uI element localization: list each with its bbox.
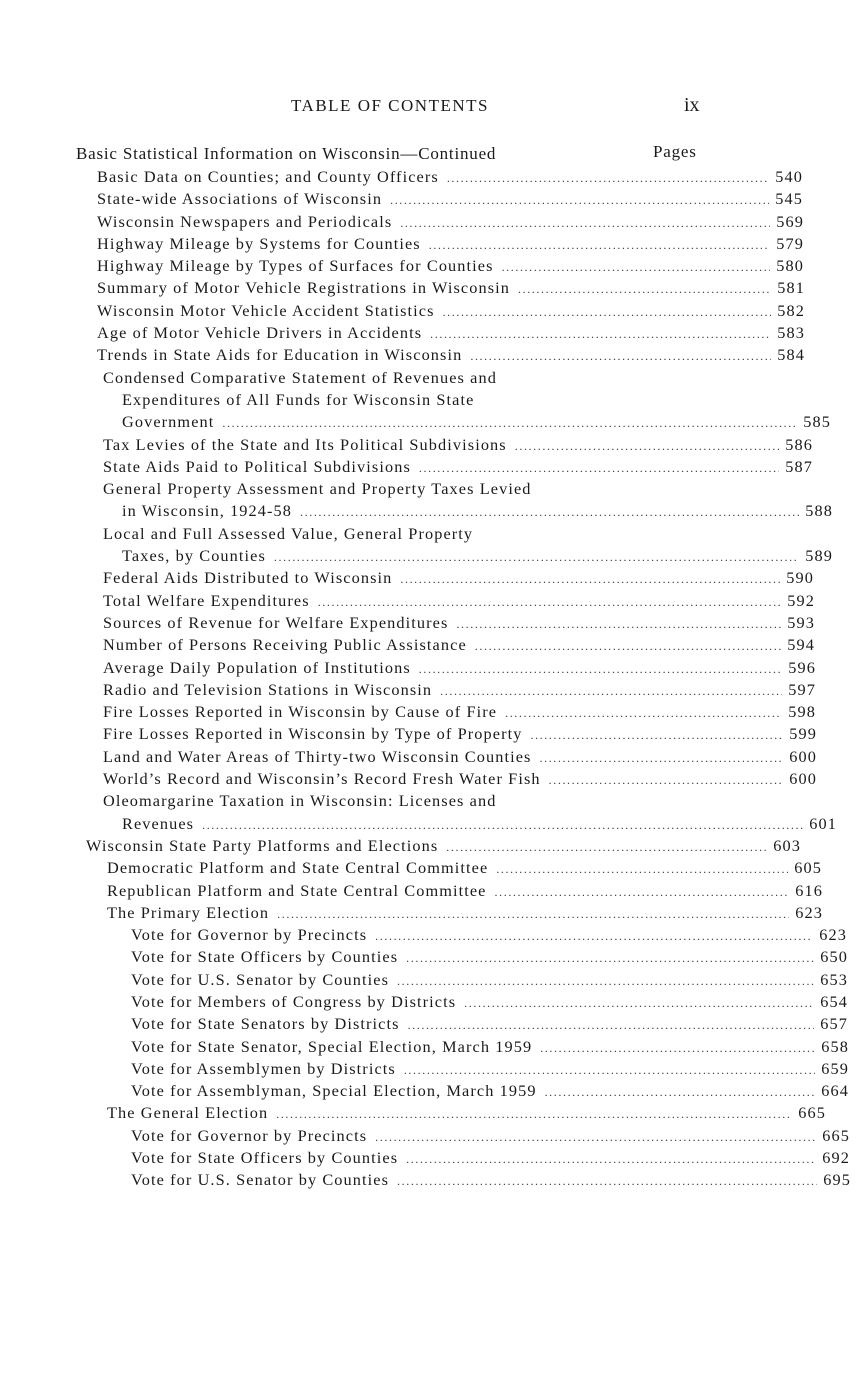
toc-entry-page: 545	[775, 189, 803, 209]
dot-leader	[549, 769, 784, 791]
pages-column-label: Pages	[653, 142, 697, 161]
toc-entry	[0, 657, 816, 679]
toc-entry-page: 658	[821, 1036, 849, 1056]
toc-entry-title: State Aids Paid to Political Subdivisions	[103, 456, 411, 476]
toc-entry	[0, 367, 812, 389]
toc-entry-title: Republican Platform and State Central Committee	[107, 880, 487, 900]
dot-leader	[430, 323, 771, 345]
toc-entry-title: Vote for State Officers by Counties	[131, 947, 399, 967]
toc-entry	[0, 590, 815, 612]
toc-entry	[0, 857, 822, 879]
toc-entry-page: 579	[776, 233, 804, 253]
toc-entry	[0, 768, 817, 790]
toc-entry	[0, 1036, 849, 1058]
toc-entry-title: Local and Full Assessed Value, General Property	[103, 523, 474, 543]
toc-entry	[0, 211, 804, 233]
toc-entry-title: Number of Persons Receiving Public Assistance	[103, 635, 467, 655]
toc-entry	[0, 344, 805, 366]
toc-entry-title: Revenues	[122, 813, 195, 833]
toc-entry	[0, 946, 848, 968]
dot-leader	[300, 501, 799, 523]
toc-entry-page: 623	[819, 925, 847, 945]
toc-entry	[0, 233, 804, 255]
toc-entry	[0, 1125, 850, 1147]
toc-entry-page: 650	[820, 947, 848, 967]
dot-leader	[539, 747, 783, 769]
toc-entry-title: Vote for Assemblymen by Districts	[131, 1058, 396, 1078]
toc-entry-title: Condensed Comparative Statement of Revenues and	[103, 367, 497, 387]
dot-leader	[400, 568, 780, 590]
toc-entry-title: Vote for Assemblyman, Special Election, March 1959	[131, 1081, 537, 1101]
toc-entry-page: 664	[821, 1081, 849, 1101]
toc-entry	[0, 322, 805, 344]
toc-entry-title: Vote for Governor by Precincts	[131, 925, 368, 945]
dot-leader	[419, 658, 782, 680]
toc-entry-page: 665	[822, 1125, 850, 1145]
dot-leader	[406, 947, 814, 969]
toc-entry	[0, 300, 805, 322]
toc-entry-page: 581	[777, 278, 805, 298]
toc-entry-title: Total Welfare Expenditures	[103, 590, 310, 610]
dot-leader	[530, 724, 783, 746]
dot-leader	[447, 167, 769, 189]
toc-entry-title: Fire Losses Reported in Wisconsin by Cause of Fire	[103, 702, 498, 722]
dot-leader	[446, 836, 767, 858]
toc-entry-title: Vote for State Officers by Counties	[131, 1148, 399, 1168]
dot-leader	[419, 457, 779, 479]
toc-entry-title: Vote for Governor by Precincts	[131, 1125, 368, 1145]
toc-entry	[0, 166, 803, 188]
dot-leader	[505, 702, 782, 724]
toc-entry	[0, 701, 816, 723]
toc-entry	[0, 969, 848, 991]
dot-leader	[318, 591, 782, 613]
toc-entry-page: 600	[789, 769, 817, 789]
toc-entry-title: Trends in State Aids for Education in Wisconsin	[97, 345, 463, 365]
toc-entry-page: 654	[820, 991, 848, 1011]
toc-entry	[0, 1013, 848, 1035]
dot-leader	[440, 680, 782, 702]
page-header-title: TABLE OF CONTENTS	[291, 96, 489, 115]
toc-entry-page: 623	[795, 902, 823, 922]
toc-entry-title: World’s Record and Wisconsin’s Record Fresh Water Fish	[103, 769, 541, 789]
toc-entry-title: Age of Motor Vehicle Drivers in Accidents	[97, 323, 423, 343]
toc-entry-page: 586	[785, 434, 813, 454]
toc-entry-title: Average Daily Population of Institutions	[103, 657, 411, 677]
toc-entry-title: Expenditures of All Funds for Wisconsin State	[122, 389, 475, 409]
toc-entry-title: Vote for State Senators by Districts	[131, 1014, 400, 1034]
dot-leader	[518, 278, 771, 300]
toc-entry	[0, 389, 831, 411]
toc-entry-title: Fire Losses Reported in Wisconsin by Type of Property	[103, 724, 523, 744]
section-heading: Basic Statistical Information on Wisconsin—Continued	[76, 144, 497, 163]
toc-entry-page: 585	[803, 412, 831, 432]
toc-entry	[0, 835, 801, 857]
toc-entry-page: 594	[787, 635, 815, 655]
toc-entry-title: Government	[122, 412, 215, 432]
dot-leader	[495, 881, 790, 903]
dot-leader	[429, 234, 771, 256]
toc-entry-title: Basic Data on Counties; and County Officers	[97, 167, 439, 186]
toc-entry	[0, 545, 833, 567]
toc-entry-page: 596	[788, 657, 816, 677]
toc-entry-page: 653	[820, 969, 848, 989]
toc-entry	[0, 902, 823, 924]
toc-entry-title: Taxes, by Counties	[122, 546, 266, 566]
toc-entry-page: 593	[787, 612, 815, 632]
toc-entry-page: 587	[785, 456, 813, 476]
toc-entry-page: 583	[777, 323, 805, 343]
dot-leader	[397, 970, 814, 992]
dot-leader	[202, 814, 803, 836]
toc-entry-page: 600	[789, 746, 817, 766]
toc-entry-page: 603	[773, 835, 801, 855]
dot-leader	[456, 613, 781, 635]
toc-entry-title: Oleomargarine Taxation in Wisconsin: Licenses and	[103, 791, 497, 811]
toc-entry	[0, 188, 803, 210]
toc-entry	[0, 880, 823, 902]
toc-entry	[0, 1102, 826, 1124]
toc-entry-title: The General Election	[107, 1103, 269, 1123]
toc-entry	[0, 1058, 849, 1080]
toc-entry	[0, 500, 833, 522]
dot-leader	[397, 1170, 817, 1192]
toc-entry	[0, 790, 817, 812]
toc-entry-page: 665	[798, 1103, 826, 1123]
toc-list	[0, 166, 859, 1192]
toc-entry-title: Vote for State Senator, Special Election, March 1959	[131, 1036, 533, 1056]
toc-entry-title: Wisconsin Motor Vehicle Accident Statistics	[97, 300, 435, 320]
toc-entry-page: 695	[823, 1170, 851, 1190]
toc-entry	[0, 634, 815, 656]
toc-entry-page: 692	[822, 1148, 850, 1168]
toc-entry-page: 569	[776, 211, 804, 231]
dot-leader	[408, 1014, 815, 1036]
toc-entry-title: Sources of Revenue for Welfare Expenditures	[103, 612, 449, 632]
toc-entry	[0, 991, 848, 1013]
toc-entry	[0, 723, 817, 745]
dot-leader	[470, 345, 771, 367]
dot-leader	[277, 903, 789, 925]
toc-entry-title: Radio and Television Stations in Wisconsin	[103, 679, 433, 699]
toc-entry-title: Tax Levies of the State and Its Political Subdivisions	[103, 434, 507, 454]
toc-entry-page: 599	[789, 724, 817, 744]
toc-entry	[0, 456, 813, 478]
dot-leader	[404, 1059, 815, 1081]
toc-entry	[0, 679, 816, 701]
toc-entry-page: 589	[805, 546, 833, 566]
toc-entry	[0, 567, 814, 589]
toc-entry-title: in Wisconsin, 1924-58	[122, 501, 293, 521]
toc-entry-title: Vote for U.S. Senator by Counties	[131, 1170, 390, 1190]
toc-entry-title: Federal Aids Distributed to Wisconsin	[103, 568, 393, 588]
toc-entry-page: 588	[805, 501, 833, 521]
dot-leader	[375, 1126, 816, 1148]
toc-entry-title: Summary of Motor Vehicle Registrations in Wisconsin	[97, 278, 510, 298]
toc-entry-title: State-wide Associations of Wisconsin	[97, 189, 383, 209]
dot-leader	[545, 1081, 816, 1103]
toc-entry-title: Highway Mileage by Types of Surfaces for Counties	[97, 256, 494, 276]
toc-entry	[0, 813, 837, 835]
toc-entry	[0, 1147, 850, 1169]
toc-entry-title: The Primary Election	[107, 902, 270, 922]
dot-leader	[502, 256, 771, 278]
dot-leader	[515, 435, 780, 457]
dot-leader	[496, 858, 788, 880]
toc-entry-title: Highway Mileage by Systems for Counties	[97, 233, 421, 253]
toc-entry	[0, 255, 804, 277]
toc-entry-page: 601	[809, 813, 837, 833]
toc-entry	[0, 478, 813, 500]
toc-entry-page: 657	[820, 1014, 848, 1034]
dot-leader	[222, 412, 797, 434]
toc-entry-page: 598	[788, 702, 816, 722]
toc-entry-page: 616	[795, 880, 823, 900]
dot-leader	[276, 1103, 792, 1125]
dot-leader	[390, 189, 769, 211]
toc-entry-page: 590	[786, 568, 814, 588]
dot-leader	[274, 546, 799, 568]
toc-entry-page: 592	[787, 590, 815, 610]
toc-entry-page: 605	[794, 858, 822, 878]
toc-entry-page: 659	[821, 1058, 849, 1078]
toc-entry-page: 597	[788, 679, 816, 699]
toc-entry	[0, 277, 805, 299]
toc-entry-title: Land and Water Areas of Thirty-two Wisconsin Counties	[103, 746, 532, 766]
toc-entry-title: Vote for Members of Congress by Districts	[131, 991, 457, 1011]
toc-entry	[0, 434, 813, 456]
toc-entry-page: 580	[776, 256, 804, 276]
toc-entry-title: Vote for U.S. Senator by Counties	[131, 969, 390, 989]
dot-leader	[400, 212, 770, 234]
dot-leader	[540, 1037, 815, 1059]
toc-entry-title: Democratic Platform and State Central Committee	[107, 858, 489, 878]
toc-entry-page: 584	[777, 345, 805, 365]
toc-entry-title: General Property Assessment and Property Taxes Levied	[103, 479, 532, 499]
dot-leader	[375, 925, 813, 947]
dot-leader	[464, 992, 814, 1014]
dot-leader	[406, 1148, 816, 1170]
toc-entry	[0, 523, 814, 545]
dot-leader	[475, 635, 781, 657]
toc-entry	[0, 924, 847, 946]
toc-entry	[0, 612, 815, 634]
toc-entry-page: 582	[777, 300, 805, 320]
toc-entry	[0, 411, 831, 433]
dot-leader	[443, 301, 772, 323]
toc-entry	[0, 1080, 849, 1102]
toc-entry-title: Wisconsin State Party Platforms and Elections	[86, 835, 439, 855]
page-number: ix	[684, 94, 700, 116]
toc-entry-page: 540	[775, 167, 803, 186]
toc-entry-title: Wisconsin Newspapers and Periodicals	[97, 211, 393, 231]
toc-entry	[0, 746, 817, 768]
toc-entry	[0, 1169, 851, 1191]
